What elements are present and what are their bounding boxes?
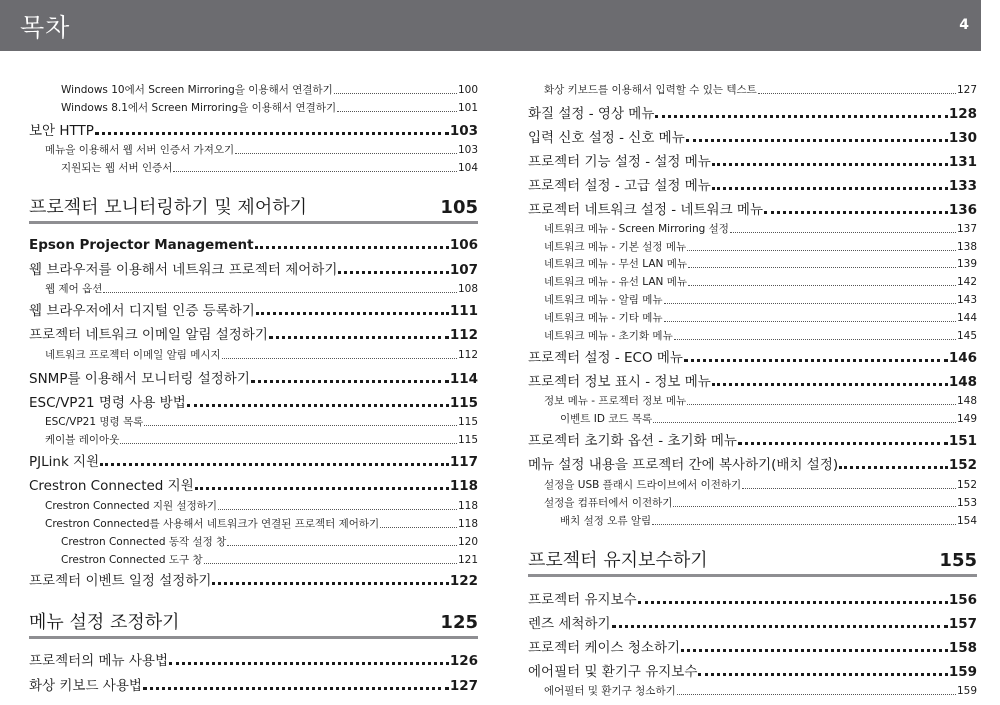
toc-entry[interactable]: 에어필터 및 환기구 청소하기 159	[544, 685, 977, 697]
toc-entry[interactable]: 프로젝터 네트워크 설정 - 네트워크 메뉴 136	[528, 202, 977, 218]
toc-entry[interactable]: 네트워크 메뉴 - 무선 LAN 메뉴 139	[544, 258, 977, 270]
section-divider	[528, 574, 977, 577]
toc-entry[interactable]: 프로젝터 설정 - ECO 메뉴 146	[528, 350, 977, 366]
toc-entry[interactable]: 설정을 USB 플래시 드라이브에서 이전하기 152	[544, 479, 977, 491]
toc-entry[interactable]: 네트워크 프로젝터 이메일 알림 메시지 112	[45, 349, 478, 361]
toc-entry[interactable]: 프로젝터 정보 표시 - 정보 메뉴 148	[528, 374, 977, 390]
toc-entry[interactable]: 프로젝터 초기화 옵션 - 초기화 메뉴 151	[528, 433, 977, 449]
toc-entry[interactable]: 네트워크 메뉴 - 유선 LAN 메뉴 142	[544, 276, 977, 288]
toc-entry[interactable]: 에어필터 및 환기구 유지보수 159	[528, 664, 977, 680]
section-divider	[29, 221, 478, 224]
toc-entry[interactable]: PJLink 지원 117	[29, 454, 478, 470]
toc-entry[interactable]: 프로젝터 유지보수 156	[528, 592, 977, 608]
page-header	[0, 0, 981, 51]
toc-entry[interactable]: 네트워크 메뉴 - 초기화 메뉴 145	[544, 330, 977, 342]
toc-entry[interactable]: 웹 브라우저를 이용해서 네트워크 프로젝터 제어하기 107	[29, 262, 478, 278]
toc-entry[interactable]: 케이블 레이아웃 115	[45, 434, 478, 446]
toc-entry[interactable]: 설정을 컴퓨터에서 이전하기 153	[544, 497, 977, 509]
toc-section-heading[interactable]: 프로젝터 모니터링하기 및 제어하기 105	[29, 197, 478, 218]
toc-entry[interactable]: 정보 메뉴 - 프로젝터 정보 메뉴 148	[544, 395, 977, 407]
toc-entry[interactable]: 웹 제어 옵션 108	[45, 283, 478, 295]
toc-entry[interactable]: Windows 10에서 Screen Mirroring을 이용해서 연결하기 100	[61, 84, 478, 96]
toc-entry[interactable]: Crestron Connected 지원 설정하기 118	[45, 500, 478, 512]
toc-entry[interactable]: Crestron Connected 도구 창 121	[61, 554, 478, 566]
toc-entry[interactable]: Windows 8.1에서 Screen Mirroring을 이용해서 연결하기 101	[61, 102, 478, 114]
toc-entry[interactable]: 보안 HTTP 103	[29, 123, 478, 139]
toc-entry[interactable]: 이벤트 ID 코드 목록 149	[560, 413, 977, 425]
toc-entry[interactable]: Crestron Connected를 사용해서 네트워크가 연결된 프로젝터 제어하기 118	[45, 518, 478, 530]
page-title: 목차	[20, 13, 71, 42]
toc-entry[interactable]: 프로젝터의 메뉴 사용법 126	[29, 653, 478, 669]
toc-entry[interactable]: 웹 브라우저에서 디지털 인증 등록하기 111	[29, 303, 478, 319]
toc-entry[interactable]: ESC/VP21 명령 목록 115	[45, 416, 478, 428]
toc-entry[interactable]: SNMP를 이용해서 모니터링 설정하기 114	[29, 371, 478, 387]
toc-entry[interactable]: 지원되는 웹 서버 인증서 104	[61, 162, 478, 174]
toc-entry[interactable]: 프로젝터 기능 설정 - 설정 메뉴 131	[528, 154, 977, 170]
toc-entry[interactable]: 네트워크 메뉴 - 기본 설정 메뉴 138	[544, 241, 977, 253]
toc-entry[interactable]: 화질 설정 - 영상 메뉴 128	[528, 106, 977, 122]
toc-entry[interactable]: 화상 키보드 사용법 127	[29, 678, 478, 694]
toc-entry[interactable]: Crestron Connected 동작 설정 창 120	[61, 536, 478, 548]
toc-entry[interactable]: 프로젝터 이벤트 일정 설정하기 122	[29, 573, 478, 589]
toc-entry[interactable]: 프로젝터 설정 - 고급 설정 메뉴 133	[528, 178, 977, 194]
toc-entry[interactable]: 네트워크 메뉴 - Screen Mirroring 설정 137	[544, 223, 977, 235]
toc-entry[interactable]: Crestron Connected 지원 118	[29, 478, 478, 494]
toc-section-heading[interactable]: 프로젝터 유지보수하기 155	[528, 550, 977, 571]
toc-entry[interactable]: 메뉴 설정 내용을 프로젝터 간에 복사하기(배치 설정) 152	[528, 457, 977, 473]
toc-entry[interactable]: 네트워크 메뉴 - 알림 메뉴 143	[544, 294, 977, 306]
toc-section-heading[interactable]: 메뉴 설정 조정하기 125	[29, 612, 478, 633]
toc-entry[interactable]: 렌즈 세척하기 157	[528, 616, 977, 632]
toc-entry[interactable]: 네트워크 메뉴 - 기타 메뉴 144	[544, 312, 977, 324]
page-number: 4	[959, 17, 969, 33]
toc-entry[interactable]: 프로젝터 케이스 청소하기 158	[528, 640, 977, 656]
toc-entry[interactable]: 프로젝터 네트워크 이메일 알림 설정하기 112	[29, 327, 478, 343]
toc-entry[interactable]: ESC/VP21 명령 사용 방법 115	[29, 395, 478, 411]
toc-entry[interactable]: 배치 설정 오류 알림 154	[560, 515, 977, 527]
toc-entry[interactable]: 화상 키보드를 이용해서 입력할 수 있는 텍스트 127	[544, 84, 977, 96]
section-divider	[29, 636, 478, 639]
toc-entry[interactable]: 메뉴을 이용해서 웹 서버 인증서 가져오기 103	[45, 144, 478, 156]
toc-entry[interactable]: Epson Projector Management 106	[29, 237, 478, 253]
toc-entry[interactable]: 입력 신호 설정 - 신호 메뉴 130	[528, 130, 977, 146]
